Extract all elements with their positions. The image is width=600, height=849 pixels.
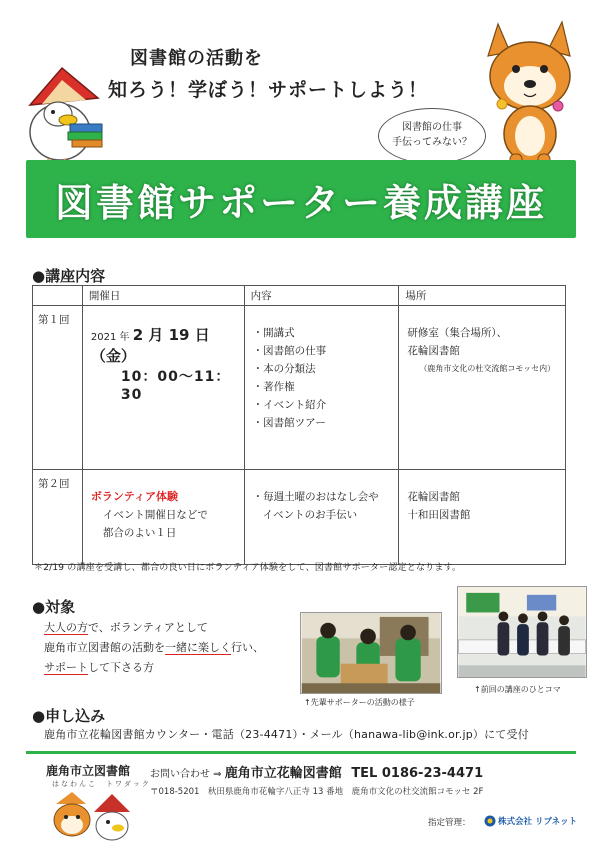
target-line-2-start: 鹿角市立図書館の活動を: [44, 641, 165, 654]
table-row: [33, 470, 566, 565]
target-together: 一緒に楽しく: [165, 641, 231, 654]
session1-year: 2021 年: [90, 332, 130, 343]
session1-date: [91, 326, 236, 368]
speech-bubble-line2: 手伝ってみない？: [392, 137, 472, 148]
session1-place-note: （鹿角市文化の杜交流館コモッセ内）: [419, 364, 556, 373]
management-label: 指定管理：: [428, 818, 471, 828]
session2-title: ボランティア体験: [90, 490, 179, 503]
target-line-1: [44, 618, 264, 638]
library-logo-text: 鹿角市立図書館: [46, 764, 131, 778]
target-line-2-end: 行い、: [231, 641, 264, 654]
content-item: イベントのお手伝い: [262, 509, 358, 521]
speech-bubble: [378, 108, 486, 164]
title-banner: [26, 160, 576, 238]
mascot-name-1: はなわんこ: [52, 780, 97, 788]
table-header-row: [33, 286, 566, 306]
libnet-logo-icon: [484, 815, 496, 827]
course-heading: ●講座内容: [32, 267, 106, 285]
mascot-name-2: トワダック: [106, 780, 151, 788]
table-header-blank: [33, 286, 83, 306]
target-text: [44, 618, 264, 678]
previous-course-photo: [457, 586, 587, 678]
content-item: ・開講式: [252, 327, 295, 339]
contact-line: [150, 762, 483, 781]
content-item: ・図書館ツアー: [252, 417, 326, 429]
apply-heading: ●申し込み: [32, 707, 106, 725]
session1-content-cell: [244, 306, 399, 470]
table-header-place: 場所: [399, 286, 566, 306]
management-company: 株式会社 リブネット: [498, 817, 578, 827]
content-item: ・イベント紹介: [252, 399, 327, 411]
target-line-2: [44, 638, 264, 658]
target-adults: 大人の方: [44, 621, 88, 634]
photo-caption-2: ↑前回の講座のひとコマ: [474, 685, 561, 694]
contact-tel: TEL 0186-23-4471: [351, 766, 484, 781]
session1-place-1: 研修室（集合場所）、: [407, 327, 508, 339]
target-support: サポート: [44, 661, 88, 674]
session2-label: 第２回: [33, 470, 83, 565]
apply-text: 鹿角市立花輪図書館カウンター・電話（23-4471）・メール（hanawa-lib@ink.or.jp）にて受付: [44, 728, 529, 741]
volunteer-activity-photo: [300, 612, 442, 694]
dog-mascot-illustration: [480, 14, 580, 169]
content-item: ・本の分類法: [252, 363, 316, 375]
library-address: 〒018-5201 秋田県鹿角市花輪字八正寺 13 番地 鹿角市文化の杜交流館コモッセ 2F: [150, 787, 484, 797]
page-title: 図書館サポーター養成講座: [54, 180, 547, 225]
session2-place-1: 花輪図書館: [407, 491, 460, 503]
tagline-2: 知ろう！学ぼう！サポートしよう！: [108, 79, 429, 101]
contact-label: お問い合わせ ⇒: [150, 769, 222, 780]
duck-mascot-illustration: [20, 60, 115, 170]
session1-day: 2 月 19 日（金）: [90, 326, 210, 365]
session2-line2: 都合のよい１日: [102, 527, 177, 539]
target-heading: ●対象: [32, 598, 76, 616]
session1-place-2: 花輪図書館: [407, 345, 460, 357]
certification-note: ＊2/19 の講座を受講し、都合の良い日にボランティア体験をして、図書館サポーター認定となります。: [34, 563, 462, 573]
library-mascots-logo: [50, 790, 134, 842]
tagline-1: 図書館の活動を: [130, 48, 263, 69]
session2-place-cell: [399, 470, 566, 565]
photo-caption-1: ↑先輩サポーターの活動の様子: [304, 698, 415, 707]
target-line-3-rest: して下さる方: [88, 661, 154, 674]
table-row: [33, 306, 566, 470]
session2-line1: イベント開催日などで: [102, 509, 208, 521]
target-line-1-rest: で、ボランティアとして: [88, 621, 208, 634]
session1-place-cell: [399, 306, 566, 470]
session2-place-2: 十和田図書館: [407, 509, 471, 521]
session1-label: 第１回: [33, 306, 83, 470]
session1-time: 10：00〜11：30: [120, 369, 231, 403]
session1-date-cell: [82, 306, 244, 470]
session2-date-cell: [82, 470, 244, 565]
mascot-names: [52, 779, 151, 789]
speech-bubble-line1: 図書館の仕事: [402, 122, 462, 133]
content-item: ・著作権: [252, 381, 295, 393]
footer-divider: [26, 751, 576, 754]
course-table: [32, 285, 566, 565]
content-item: ・毎週土曜のおはなし会や: [252, 491, 379, 503]
table-header-content: 内容: [244, 286, 399, 306]
contact-name: 鹿角市立花輪図書館: [224, 766, 342, 781]
content-item: ・図書館の仕事: [252, 345, 327, 357]
table-header-date: 開催日: [82, 286, 244, 306]
session2-content-cell: [244, 470, 399, 565]
target-line-3: [44, 658, 264, 678]
